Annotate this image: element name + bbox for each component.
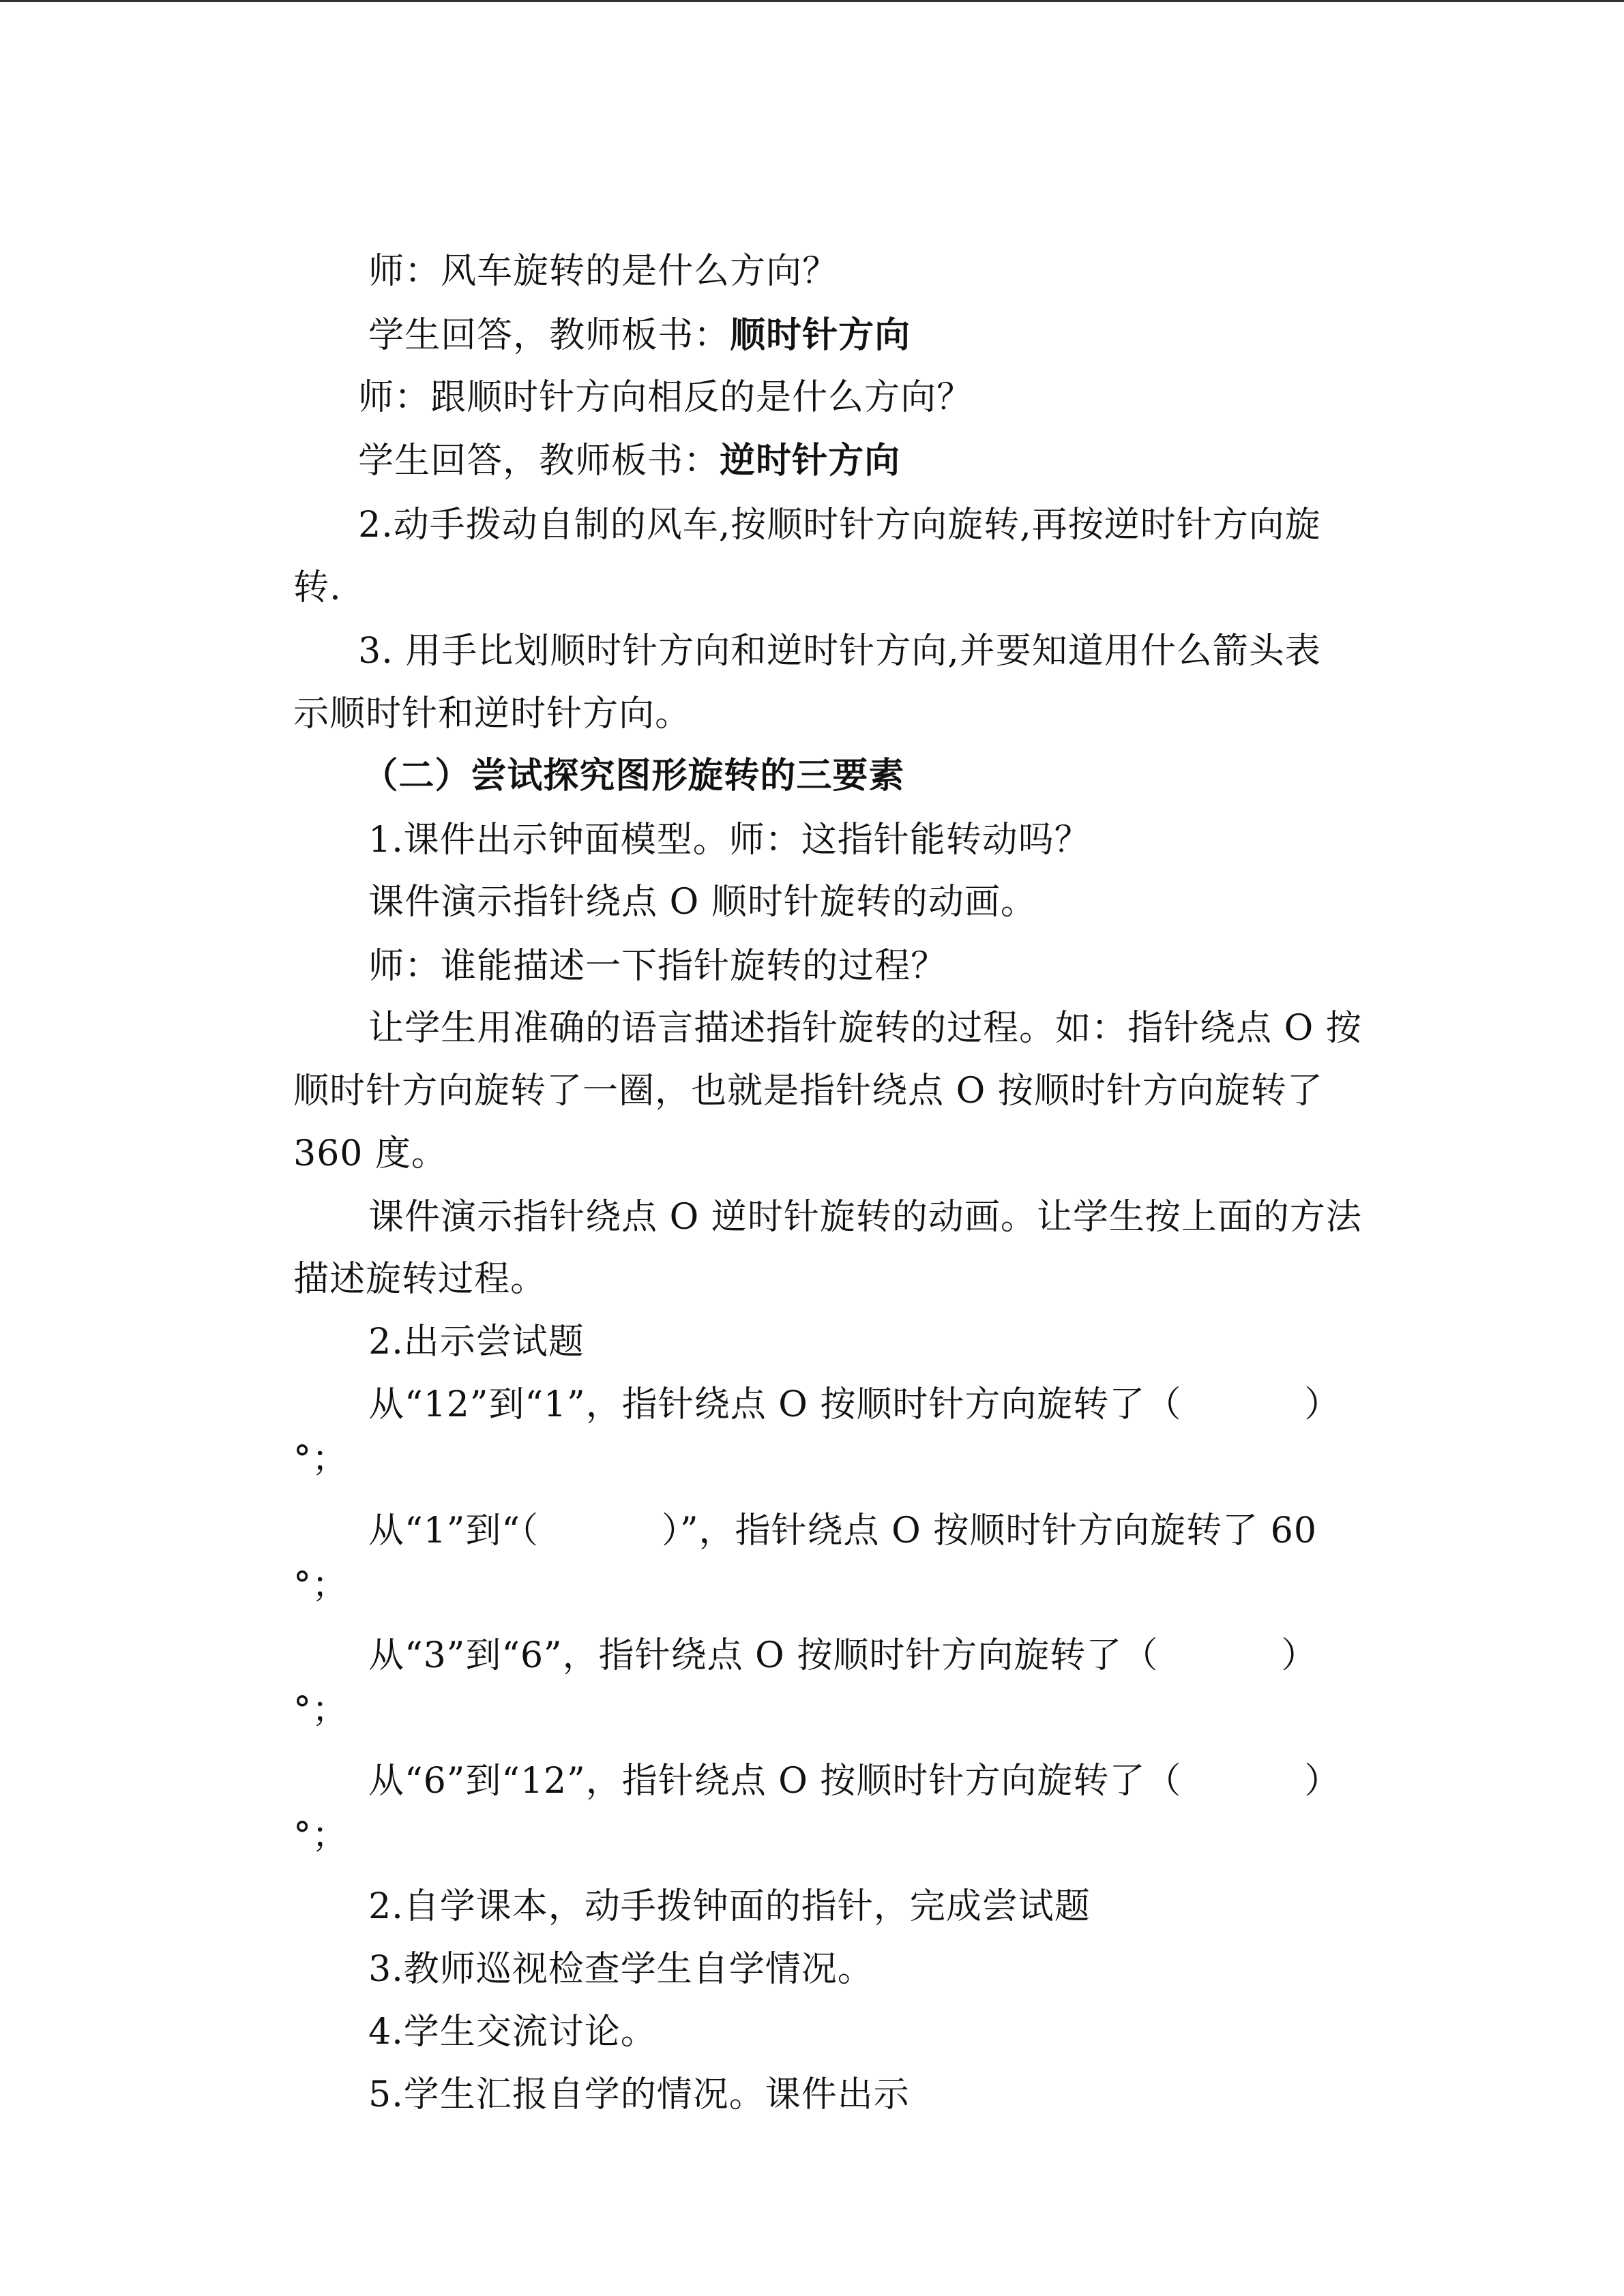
page-top-border [0,0,1624,2]
exercise-text-end: ） [1304,1761,1341,1802]
exercise-line [321,1594,1317,1717]
exercise-line [321,1720,1340,1843]
exercise-line [321,1343,1340,1466]
exercise-text: 从“3”到“6”，指针绕点 O 按顺时针方向旋转了（ [368,1635,1159,1676]
line-text: 360 度。 [293,1133,447,1174]
exercise-line [321,1470,1317,1592]
line-text: °； [293,1815,349,1856]
exercise-text: 从“1”到“（ [368,1510,539,1551]
line-text: 描述旋转过程。 [293,1259,547,1300]
line-text: °； [293,1439,349,1480]
paragraph-line [310,464,1321,586]
line-text: 学生回答，教师板书： [368,315,730,356]
line-text: 师：风车旋转的是什么方向？ [368,251,839,292]
line-text: 课件演示指针绕点 O 逆时针旋转的动画。让学生按上面的方法 [368,1197,1362,1238]
line-text: 3. 用手比划顺时针方向和逆时针方向,并要知道用什么箭头表 [358,631,1321,672]
line-text: 2.自学课本，动手拨钟面的指针，完成尝试题 [368,1886,1091,1927]
line-text: 5.学生汇报自学的情况。课件出示 [368,2074,910,2115]
line-text: 3.教师巡视检查学生自学情况。 [368,1949,874,1990]
paragraph-line [321,2033,910,2156]
board-writing-counterclockwise: 逆时针方向 [720,440,901,481]
line-text: 课件演示指针绕点 O 顺时针旋转的动画。 [368,882,1037,923]
heading-text: （二）尝试探究图形旋转的三要素 [362,755,905,796]
line-text: 转. [293,567,342,608]
board-writing-clockwise: 顺时针方向 [730,314,911,356]
line-text: 示顺时针和逆时针方向。 [293,694,692,734]
line-text: °； [293,1565,349,1606]
exercise-text: 从“6”到“12”，指针绕点 O 按顺时针方向旋转了（ [368,1761,1182,1802]
exercise-text-end: ）”，指针绕点 O 按顺时针方向旋转了 60 [661,1510,1317,1551]
line-text: 1.课件出示钟面模型。师：这指针能转动吗？ [368,820,1091,861]
line-text: 2.出示尝试题 [368,1322,585,1362]
line-text: 2.动手拨动自制的风车,按顺时针方向旋转,再按逆时针方向旋 [358,505,1321,546]
line-text: 顺时针方向旋转了一圈，也就是指针绕点 O 按顺时针方向旋转了 [293,1071,1323,1112]
exercise-text-end: ） [1304,1384,1341,1425]
line-text: 师：跟顺时针方向相反的是什么方向？ [358,377,973,418]
line-text: °； [293,1690,349,1731]
line-text: 学生回答，教师板书： [358,441,720,481]
line-text: 4.学生交流讨论。 [368,2012,657,2053]
line-text: 师：谁能描述一下指针旋转的过程？ [368,946,947,987]
line-text: 让学生用准确的语言描述指针旋转的过程。如：指针绕点 O 按 [368,1008,1362,1049]
exercise-text-end: ） [1281,1635,1318,1676]
exercise-text: 从“12”到“1”，指针绕点 O 按顺时针方向旋转了（ [368,1384,1182,1425]
